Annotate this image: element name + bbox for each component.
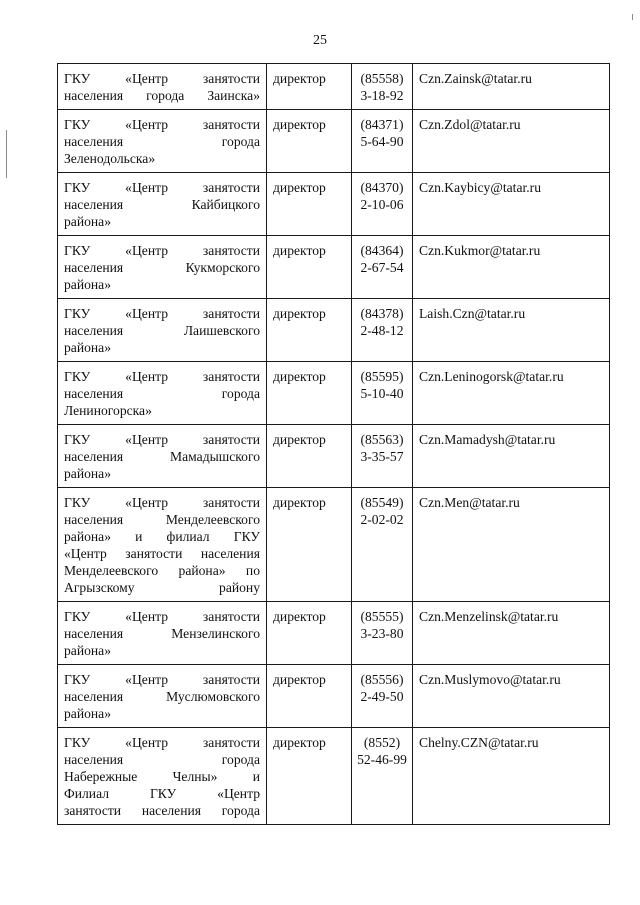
- organization-name-line: Менделеевского района» по: [64, 563, 260, 578]
- organization-cell: [58, 728, 267, 825]
- email-cell: Czn.Leninogorsk@tatar.ru: [413, 362, 610, 425]
- table-row: [58, 236, 610, 299]
- position-cell: директор: [267, 665, 352, 728]
- organization-cell: [58, 362, 267, 425]
- organization-name-line: ГКУ «Центр занятости: [64, 432, 260, 447]
- phone-number: 2-49-50: [360, 689, 404, 704]
- phone-number: 3-23-80: [360, 626, 404, 641]
- organization-name-line: населения Мамадышского: [64, 449, 260, 464]
- phone-cell: [352, 64, 413, 110]
- page-number: 25: [313, 33, 327, 48]
- phone-cell: [352, 173, 413, 236]
- organization-name-line: района»: [64, 340, 112, 355]
- organization-name-line: населения Муслюмовского: [64, 689, 260, 704]
- organization-name-line: ГКУ «Центр занятости: [64, 306, 260, 321]
- organization-name-line: занятости населения города: [64, 803, 260, 818]
- organization-name-line: населения города: [64, 134, 260, 149]
- phone-number: 2-67-54: [360, 260, 404, 275]
- table-row: [58, 362, 610, 425]
- organization-cell: [58, 236, 267, 299]
- phone-cell: [352, 602, 413, 665]
- position-cell: директор: [267, 488, 352, 602]
- phone-cell: [352, 236, 413, 299]
- position-cell: директор: [267, 728, 352, 825]
- email-cell: Czn.Zainsk@tatar.ru: [413, 64, 610, 110]
- position-cell: директор: [267, 110, 352, 173]
- table-row: [58, 64, 610, 110]
- phone-cell: [352, 488, 413, 602]
- organization-name-line: Лениногорска»: [64, 403, 152, 418]
- email-cell: Czn.Kukmor@tatar.ru: [413, 236, 610, 299]
- phone-code: (85555): [360, 609, 404, 624]
- organization-name-line: ГКУ «Центр занятости: [64, 117, 260, 132]
- phone-number: 5-64-90: [360, 134, 404, 149]
- email-cell: Czn.Kaybicy@tatar.ru: [413, 173, 610, 236]
- scan-artifact-right: [632, 14, 633, 20]
- organization-cell: [58, 488, 267, 602]
- table-row: [58, 425, 610, 488]
- phone-number: 2-02-02: [360, 512, 404, 527]
- organization-cell: [58, 299, 267, 362]
- phone-number: 52-46-99: [357, 752, 407, 767]
- organization-name-line: населения Менделеевского: [64, 512, 260, 527]
- organization-cell: [58, 425, 267, 488]
- organization-name-line: Набережные Челны» и: [64, 769, 260, 784]
- phone-code: (85558): [360, 71, 404, 86]
- position-cell: директор: [267, 425, 352, 488]
- phone-code: (85549): [360, 495, 404, 510]
- organization-name-line: населения города: [64, 386, 260, 401]
- organization-cell: [58, 665, 267, 728]
- organization-name-line: ГКУ «Центр занятости: [64, 672, 260, 687]
- organization-name-line: Филиал ГКУ «Центр: [64, 786, 260, 801]
- organization-name-line: ГКУ «Центр занятости: [64, 609, 260, 624]
- organization-name-line: Агрызскому району: [64, 580, 260, 595]
- table-row: [58, 488, 610, 602]
- phone-number: 2-10-06: [360, 197, 404, 212]
- position-cell: директор: [267, 362, 352, 425]
- organization-cell: [58, 64, 267, 110]
- organization-name-line: ГКУ «Центр занятости: [64, 243, 260, 258]
- organization-name-line: населения города: [64, 752, 260, 767]
- phone-cell: [352, 299, 413, 362]
- email-cell: Chelny.CZN@tatar.ru: [413, 728, 610, 825]
- phone-code: (84371): [360, 117, 404, 132]
- organization-name-line: ГКУ «Центр занятости: [64, 180, 260, 195]
- organization-name-line: «Центр занятости населения: [64, 546, 260, 561]
- phone-number: 3-18-92: [360, 88, 404, 103]
- phone-cell: [352, 110, 413, 173]
- organization-cell: [58, 173, 267, 236]
- position-cell: директор: [267, 64, 352, 110]
- email-cell: Czn.Men@tatar.ru: [413, 488, 610, 602]
- email-cell: Czn.Mamadysh@tatar.ru: [413, 425, 610, 488]
- phone-code: (85556): [360, 672, 404, 687]
- phone-code: (84364): [360, 243, 404, 258]
- email-cell: Czn.Muslymovo@tatar.ru: [413, 665, 610, 728]
- contacts-table: [57, 63, 610, 825]
- organization-name-line: населения Кукморского: [64, 260, 260, 275]
- email-cell: Czn.Menzelinsk@tatar.ru: [413, 602, 610, 665]
- email-cell: Czn.Zdol@tatar.ru: [413, 110, 610, 173]
- contacts-table-body: [58, 64, 610, 825]
- organization-name-line: района»: [64, 214, 112, 229]
- position-cell: директор: [267, 299, 352, 362]
- organization-name-line: ГКУ «Центр занятости: [64, 735, 260, 750]
- phone-code: (8552): [363, 735, 401, 750]
- table-row: [58, 110, 610, 173]
- position-cell: директор: [267, 173, 352, 236]
- organization-cell: [58, 110, 267, 173]
- table-row: [58, 602, 610, 665]
- organization-name-line: района» и филиал ГКУ: [64, 529, 260, 544]
- organization-name-line: Зеленодольска»: [64, 151, 156, 166]
- phone-cell: [352, 425, 413, 488]
- position-cell: директор: [267, 602, 352, 665]
- email-cell: Laish.Czn@tatar.ru: [413, 299, 610, 362]
- phone-code: (85563): [360, 432, 404, 447]
- phone-cell: [352, 362, 413, 425]
- organization-name-line: населения города Заинска»: [64, 88, 260, 103]
- organization-name-line: района»: [64, 466, 112, 481]
- table-row: [58, 173, 610, 236]
- phone-code: (84370): [360, 180, 404, 195]
- table-row: [58, 665, 610, 728]
- organization-cell: [58, 602, 267, 665]
- organization-name-line: ГКУ «Центр занятости: [64, 495, 260, 510]
- organization-name-line: ГКУ «Центр занятости: [64, 369, 260, 384]
- table-row: [58, 728, 610, 825]
- organization-name-line: населения Кайбицкого: [64, 197, 260, 212]
- organization-name-line: населения Мензелинского: [64, 626, 260, 641]
- position-cell: директор: [267, 236, 352, 299]
- phone-number: 5-10-40: [360, 386, 404, 401]
- organization-name-line: населения Лаишевского: [64, 323, 260, 338]
- table-row: [58, 299, 610, 362]
- phone-cell: [352, 728, 413, 825]
- scan-artifact-left: [6, 130, 7, 178]
- phone-number: 2-48-12: [360, 323, 404, 338]
- organization-name-line: района»: [64, 643, 112, 658]
- organization-name-line: района»: [64, 277, 112, 292]
- organization-name-line: ГКУ «Центр занятости: [64, 71, 260, 86]
- organization-name-line: района»: [64, 706, 112, 721]
- phone-cell: [352, 665, 413, 728]
- phone-code: (85595): [360, 369, 404, 384]
- phone-number: 3-35-57: [360, 449, 404, 464]
- phone-code: (84378): [360, 306, 404, 321]
